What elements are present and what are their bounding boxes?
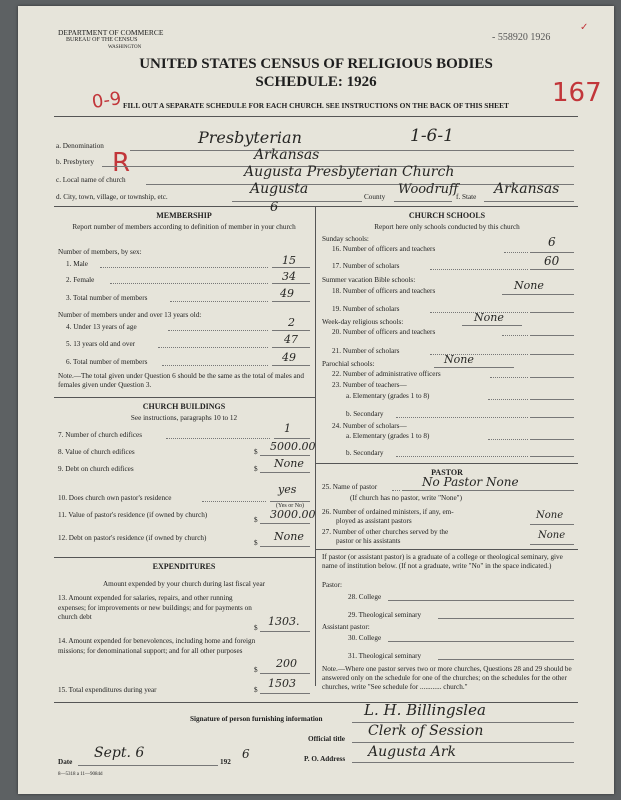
pastor-residence-label: 10. Does church own pastor's residence — [58, 494, 172, 502]
form-title: UNITED STATES CENSUS OF RELIGIOUS BODIES — [139, 56, 493, 72]
parochial-schools-label: Parochial schools: — [322, 360, 375, 368]
census-schedule-sheet: DEPARTMENT OF COMMERCE BUREAU OF THE CENSUS WASHINGTON - 558920 1926 ✓ 167 0-9 R UNITED STATES CENSUS OF RELIGIOUS BODIES SCHEDULE: 1926 FILL OUT A SEPARATE SCHEDULE FOR EACH CHURCH. SEE INSTRUCTIONS ON THE BACK OF THIS SHEET a. Denomination Presbyterian 1-6-1 b. Presbytery Arkansas c. Local name of church Augusta Presbyterian Church d. City, town, village, or township, etc. County f. State Augusta Woodruff Arkansas MEMBERSHIP 6 Report number of members according to definition of member in your church Number of members, by sex: 1. Male 15 2. Female 34 3. Total number of members 49 Number of members under and over 13 years old: 4. Under 13 years of age 2 5. 13 years old and over 47 6. Total number of members 49 Note.—The total given under Question 6 should be the same as the total of males and females given under Question 3. CHURCH BUILDINGS See instructions, paragraphs 10 to 12 7. Number of church edifices 1 8. Value of church edifices $ 5000.00 9. Debt on church edifices $ None 10. Does church own pastor's residence yes (Yes or No) 11. Value of pastor's residence (if owned by church) $ 3000.00 12. Debt on pastor's residence (if owned by church) $ None EXPENDITURES Amount expended by your church during last fiscal year 13. Amount expended for salaries, repairs, and other running expenses; for improvements or new buildings; and for payments on church debt $ 1303. 14. Amount expended for benevolences, including home and foreign missions; for denominational support; and for all other purposes $ 200 15. Total expenditures during year $ 1503 CHURCH SCHOOLS Report here only schools conducted by this church Sunday schools: 16. Number of officers and teachers 6 17. Number of scholars 60 Summer vacation Bible schools: 18. Number of officers and teachers None 19. Number of scholars Week-day religious schools: None 20. Number of officers and teachers 21. Number of scholars Parochial schools: None 22. Number of administrative officers 23. Number of teachers— a. Elementary (grades 1 to 8) b. Secondary 24. Number of scholars— a. Elementary (grades 1 to 8) b. Secondary PASTOR 25. Name of pastor No Pastor None (If church has no pastor, write "None") 26. Number of ordained ministers, if any, em- ployed as assistant pastors None 27. Number of other churches served by the pastor or his assistants None If pastor (or assistant pastor) is a graduate of a college or theological seminary, give name of institution below. (If not a graduate, write "No" in the space indicated.) Pastor: 28. College 29. Theological seminary Assistant pastor: 30. College 31. Theological seminary Note.—Where one pastor serves two or more churches, Questions 28 and 29 should be answered only on the schedule for one of the churches; on the schedules for the other churches, write "See schedule for ............ church." Signature of person furnishing information L. H. Billingslea Official title Clerk of Session Date Sept. 6 192 6 P. O. Address Augusta Ark 8—5318 a 11—9084d — [18, 6, 614, 794]
presbytery-label: b. Presbytery — [56, 158, 94, 166]
red-letter: R — [112, 148, 131, 178]
county-value: Woodruff — [398, 182, 459, 197]
total-expenditures-label: 15. Total expenditures during year — [58, 686, 157, 694]
parochial-value: None — [444, 353, 474, 366]
residence-value-amount: 3000.00 — [270, 508, 316, 521]
stamp-number: - 558920 1926 — [492, 32, 551, 43]
form-instruction: FILL OUT A SEPARATE SCHEDULE FOR EACH CHURCH. SEE INSTRUCTIONS ON THE BACK OF THIS SHEET — [123, 101, 509, 110]
total6-label: 6. Total number of members — [66, 358, 148, 366]
ordained-value: None — [536, 510, 564, 521]
pastor-footnote: Note.—Where one pastor serves two or more churches, Questions 28 and 29 should be answered only on the schedule for one of the churches; on the schedules for the other churches, write "See schedule for ............ church." — [322, 665, 572, 691]
assistant-seminary-label: 31. Theological seminary — [348, 652, 422, 660]
state-value: Arkansas — [494, 181, 560, 197]
seminary-label: 29. Theological seminary — [348, 611, 422, 619]
q18-label: 18. Number of officers and teachers — [332, 287, 436, 295]
local-name-value: Augusta Presbyterian Church — [244, 164, 455, 180]
q16-label: 16. Number of officers and teachers — [332, 245, 436, 253]
under13-label: 4. Under 13 years of age — [66, 323, 137, 331]
year-label: 192 — [220, 758, 231, 766]
state-label: f. State — [456, 193, 477, 201]
female-label: 2. Female — [66, 276, 95, 284]
ordained-label-2: ployed as assistant pastors — [336, 517, 412, 525]
total-expenditures-value: 1503 — [268, 677, 296, 690]
age-split-label: Number of members under and over 13 years old: — [58, 311, 202, 319]
q18-value: None — [514, 279, 544, 292]
assistant-college-label: 30. College — [348, 634, 382, 642]
residence-debt-value: None — [274, 530, 304, 543]
pastor-residence-value: yes — [278, 483, 297, 496]
yes-no-hint: (Yes or No) — [276, 503, 305, 509]
schools-note: Report here only schools conducted by this church — [374, 223, 520, 231]
pastor-heading: PASTOR — [431, 468, 463, 477]
q17-value: 60 — [544, 254, 560, 268]
other-churches-value: None — [538, 530, 566, 541]
summer-schools-label: Summer vacation Bible schools: — [322, 276, 416, 284]
denomination-label: a. Denomination — [56, 142, 104, 150]
q20-label: 20. Number of officers and teachers — [332, 328, 436, 336]
official-title-value: Clerk of Session — [368, 723, 484, 739]
salaries-label: 13. Amount expended for salaries, repairs, and other running expenses; for improvements or new buildings; and for payments on church debt — [58, 594, 252, 621]
male-value: 15 — [282, 254, 296, 267]
sunday-schools-label: Sunday schools: — [322, 235, 369, 243]
debt-value: None — [274, 457, 304, 470]
bureau-label: BUREAU OF THE CENSUS — [66, 37, 138, 43]
red-number: 167 — [552, 78, 602, 108]
q16-value: 6 — [548, 235, 556, 249]
edifices-label: 7. Number of church edifices — [58, 431, 143, 439]
graduate-note: If pastor (or assistant pastor) is a graduate of a college or theological seminary, give name of institution below. (If not a graduate, write "No" in the space indicated.) — [322, 553, 563, 570]
pastor-name-value: No Pastor None — [422, 475, 519, 489]
city-label: d. City, town, village, or township, etc. — [56, 193, 168, 201]
q23a-label: a. Elementary (grades 1 to 8) — [346, 392, 430, 400]
salaries-value: 1303. — [268, 615, 300, 628]
pastor-name-hint: (If church has no pastor, write "None") — [350, 494, 462, 502]
po-address-label: P. O. Address — [304, 755, 346, 763]
over13-value: 47 — [284, 333, 298, 346]
benevolences-value: 200 — [276, 657, 297, 670]
county-label: County — [364, 193, 386, 201]
debt-label: 9. Debt on church edifices — [58, 465, 134, 473]
assistant-label: Assistant pastor: — [322, 623, 370, 631]
q24b-label: b. Secondary — [346, 449, 384, 457]
local-name-label: c. Local name of church — [56, 176, 126, 184]
total-members-value: 49 — [280, 287, 294, 300]
red-checkmark: ✓ — [580, 22, 589, 33]
under13-value: 2 — [288, 316, 295, 329]
membership-mark: 6 — [270, 200, 279, 215]
schools-heading: CHURCH SCHOOLS — [408, 211, 486, 220]
weekday-value: None — [474, 311, 504, 324]
q23b-label: b. Secondary — [346, 410, 384, 418]
q21-label: 21. Number of scholars — [332, 347, 400, 355]
department-label: DEPARTMENT OF COMMERCE — [58, 28, 164, 37]
value-label: 8. Value of church edifices — [58, 448, 135, 456]
po-address-value: Augusta Ark — [368, 744, 456, 760]
date-value: Sept. 6 — [94, 745, 145, 761]
membership-sex-label: Number of members, by sex: — [58, 248, 142, 256]
membership-footnote: Note.—The total given under Question 6 should be the same as the total of males and females given under Question 3. — [58, 372, 304, 389]
buildings-heading: CHURCH BUILDINGS — [142, 402, 226, 411]
presbytery-value: Arkansas — [254, 147, 320, 163]
signature-label: Signature of person furnishing information — [190, 715, 323, 723]
membership-note: Report number of members according to definition of member in your church — [72, 223, 296, 231]
other-churches-label-2: pastor or his assistants — [336, 537, 401, 545]
over13-label: 5. 13 years old and over — [66, 340, 136, 348]
q24a-label: a. Elementary (grades 1 to 8) — [346, 432, 430, 440]
official-title-label: Official title — [308, 735, 345, 743]
total-members-label: 3. Total number of members — [66, 294, 148, 302]
q19-label: 19. Number of scholars — [332, 305, 400, 313]
form-schedule: SCHEDULE: 1926 — [255, 74, 377, 90]
residence-value-label: 11. Value of pastor's residence (if owned by church) — [58, 511, 208, 519]
other-churches-label: 27. Number of other churches served by the — [322, 528, 449, 536]
washington-label: WASHINGTON — [108, 45, 142, 50]
edifices-value: 1 — [284, 422, 291, 435]
weekday-schools-label: Week-day religious schools: — [322, 318, 404, 326]
pastor-sub-label: Pastor: — [322, 581, 342, 589]
q17-label: 17. Number of scholars — [332, 262, 400, 270]
female-value: 34 — [282, 270, 296, 283]
q23-label: 23. Number of teachers— — [332, 381, 407, 389]
city-value: Augusta — [250, 181, 309, 197]
expenditures-heading: EXPENDITURES — [152, 562, 216, 571]
print-code: 8—5318 a 11—9084d — [58, 772, 103, 777]
signature-value: L. H. Billingslea — [364, 701, 486, 719]
q24-label: 24. Number of scholars— — [332, 422, 407, 430]
buildings-note: See instructions, paragraphs 10 to 12 — [130, 414, 238, 422]
male-label: 1. Male — [66, 260, 88, 268]
total6-value: 49 — [282, 351, 296, 364]
denomination-value: Presbyterian — [198, 128, 302, 147]
year-suffix: 6 — [242, 747, 250, 761]
benevolences-label: 14. Amount expended for benevolences, including home and foreign missions; for denominational support; and for all other purposes — [58, 637, 256, 655]
membership-heading: MEMBERSHIP — [156, 211, 212, 220]
q22-label: 22. Number of administrative officers — [332, 370, 441, 378]
red-code: 0-9 — [90, 88, 123, 113]
ordained-label: 26. Number of ordained ministers, if any, em- — [322, 508, 454, 516]
expenditures-note: Amount expended by your church during last fiscal year — [102, 580, 266, 588]
pastor-name-label: 25. Name of pastor — [322, 483, 378, 491]
residence-debt-label: 12. Debt on pastor's residence (if owned by church) — [58, 534, 207, 542]
date-label: Date — [58, 758, 73, 766]
college-label: 28. College — [348, 593, 382, 601]
value-amount: 5000.00 — [270, 440, 316, 453]
denomination-code: 1-6-1 — [410, 126, 454, 146]
